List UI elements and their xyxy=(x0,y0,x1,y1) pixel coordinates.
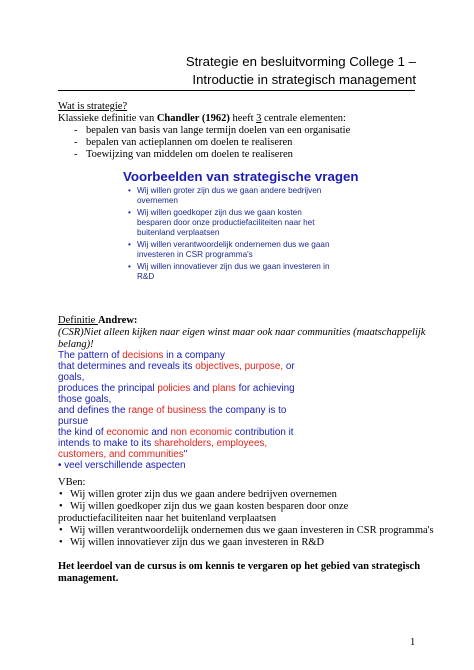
definition-author: Andrew: xyxy=(97,315,138,326)
def-text: The pattern of xyxy=(58,350,123,361)
def-text: the kind of xyxy=(58,427,107,438)
list-item: Toewijzing van middelen om doelen te realiseren xyxy=(86,149,293,160)
def-text: and defines the xyxy=(58,405,129,416)
intro-num: 3 xyxy=(256,113,262,124)
list-item: Wij willen goedkoper zijn dus we gaan kosten besparen door onze xyxy=(70,501,349,512)
def-highlight: range of business xyxy=(128,405,207,416)
dash-1: - xyxy=(74,125,78,136)
intro-bold: Chandler (1962) xyxy=(156,113,230,124)
def-highlight: non economic xyxy=(170,427,233,438)
list-item: bepalen van actieplannen om doelen te realiseren xyxy=(86,137,293,148)
slide-bullet: • xyxy=(128,208,131,217)
slide-line: Wij willen groter zijn dus we gaan andere bedrijven xyxy=(137,186,322,195)
csr-note-cont: belang)! xyxy=(58,339,94,350)
slide-title: Voorbeelden van strategische vragen xyxy=(123,169,359,184)
slide-bullet: • xyxy=(128,186,131,195)
vben-heading: VBen: xyxy=(58,477,86,488)
slide-line: Wij willen goedkoper zijn dus we gaan kosten xyxy=(137,208,302,217)
vben-bullet: • xyxy=(59,501,63,512)
slide-line: Wij willen innovatiever zijn dus we gaan investeren in xyxy=(137,262,330,271)
page-title-line1: Strategie en besluitvorming College 1 – xyxy=(185,54,416,69)
list-item-cont: productiefaciliteiten naar het buitenland verplaatsen xyxy=(58,513,277,524)
definition-line xyxy=(58,406,286,417)
def-highlight: plans xyxy=(212,383,236,394)
definition-line: • veel verschillende aspecten xyxy=(58,460,186,471)
def-highlight: shareholders, employees, xyxy=(154,438,268,449)
slide-bullet: • xyxy=(128,262,131,271)
vben-bullet: • xyxy=(59,537,63,548)
page-title-line2: Introductie in strategisch management xyxy=(192,72,416,87)
chandler-intro xyxy=(58,113,346,125)
def-highlight: economic xyxy=(106,427,149,438)
dash-3: - xyxy=(74,149,78,160)
slide-line: Wij willen verantwoordelijk ondernemen dus we gaan xyxy=(137,240,330,249)
conclusion-line1: Het leerdoel van de cursus is om kennis te vergaren op het gebied van strategisch xyxy=(58,561,421,572)
slide-line: investeren in CSR programma's xyxy=(137,250,253,259)
def-text: or xyxy=(283,361,295,372)
vben-bullet: • xyxy=(59,489,63,500)
slide-line: R&D xyxy=(137,272,155,281)
section-heading: Wat is strategie? xyxy=(58,101,128,112)
def-text: that determines and reveals its xyxy=(58,361,196,372)
definition-heading xyxy=(58,315,137,327)
page-number: 1 xyxy=(410,637,416,648)
slide-bullet: • xyxy=(128,240,131,249)
intro-mid: heeft xyxy=(229,113,257,124)
csr-note: (CSR)Niet alleen kijken naar eigen winst maar ook naar communities (maatschappelijk xyxy=(58,327,426,338)
def-text: " xyxy=(183,449,188,460)
def-text: for achieving xyxy=(235,383,295,394)
definition-line: pursue xyxy=(58,416,89,427)
definition-line: those goals, xyxy=(58,394,112,405)
slide-line: besparen door onze productiefaciliteiten naar het xyxy=(137,218,315,227)
def-text: and xyxy=(148,427,171,438)
definition-line xyxy=(58,362,295,373)
definition-line: goals, xyxy=(58,372,85,383)
definition-label: Definitie xyxy=(58,315,98,326)
slide-line: overnemen xyxy=(137,196,178,205)
intro-pre: Klassieke definitie van xyxy=(58,113,157,124)
slide-line: buitenland verplaatsen xyxy=(137,228,220,237)
title-rule xyxy=(58,90,415,91)
intro-post: centrale elementen: xyxy=(261,113,346,124)
def-text: the company is to xyxy=(206,405,287,416)
conclusion-line2: management. xyxy=(58,573,119,584)
def-text: in a company xyxy=(163,350,225,361)
def-text: contribution it xyxy=(232,427,294,438)
def-text: and xyxy=(190,383,213,394)
def-text: produces the principal xyxy=(58,383,158,394)
def-highlight: decisions xyxy=(122,350,164,361)
def-highlight: customers, and communities xyxy=(58,449,184,460)
vben-bullet: • xyxy=(59,525,63,536)
def-text: intends to make to its xyxy=(58,438,155,449)
def-highlight: objectives, purpose, xyxy=(195,361,284,372)
list-item: Wij willen verantwoordelijk ondernemen dus we gaan investeren in CSR programma's xyxy=(70,525,434,536)
list-item: bepalen van basis van lange termijn doelen van een organisatie xyxy=(86,125,351,136)
dash-2: - xyxy=(74,137,78,148)
def-highlight: policies xyxy=(157,383,191,394)
list-item: Wij willen innovatiever zijn dus we gaan investeren in R&D xyxy=(70,537,325,548)
list-item: Wij willen groter zijn dus we gaan andere bedrijven overnemen xyxy=(70,489,337,500)
